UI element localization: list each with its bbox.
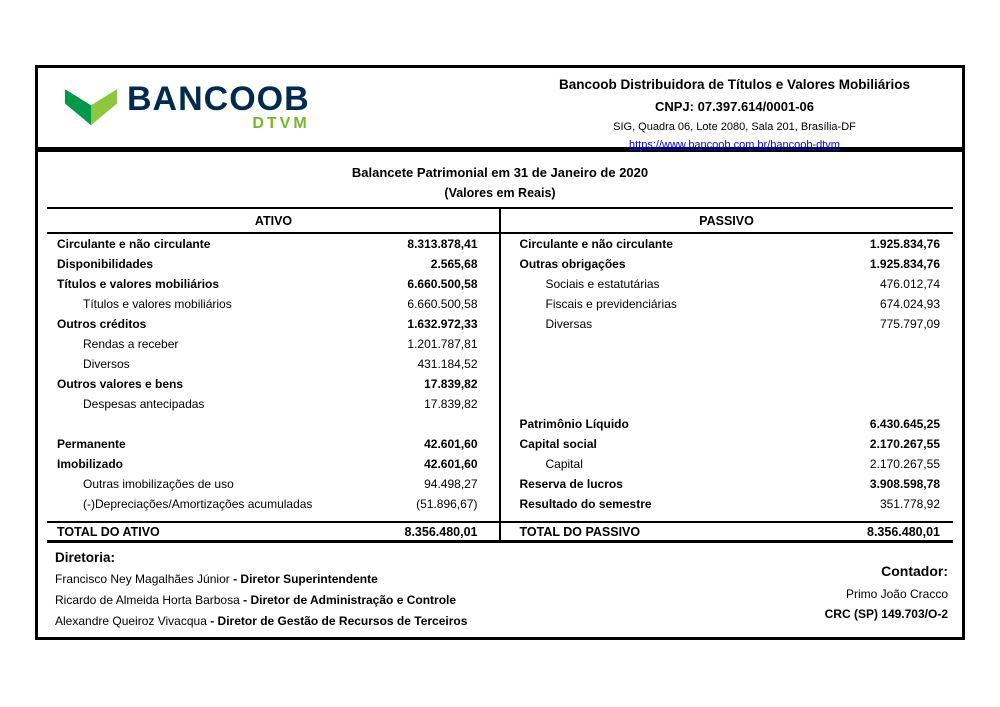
row-label: Despesas antecipadas [83, 397, 205, 411]
contador-label: Contador: [881, 563, 948, 579]
right-cell [503, 417, 954, 431]
director-role: - Diretor Superintendente [233, 572, 378, 586]
logo-text [127, 80, 310, 132]
right-cell [503, 317, 954, 331]
row-label: Capital social [519, 437, 597, 451]
balance-sheet-document [35, 65, 965, 640]
row-label: Sociais e estatutárias [545, 277, 660, 291]
row-value: 1.925.834,76 [869, 257, 940, 271]
right-cell [503, 297, 954, 311]
row-value: 2.170.267,55 [869, 437, 940, 451]
row-label: Circulante e não circulante [57, 237, 211, 251]
left-cell [47, 397, 503, 411]
brand-name: BANCOOB [127, 80, 310, 118]
left-cell [47, 457, 503, 471]
row-value: 2.565,68 [430, 257, 478, 271]
director-name: Francisco Ney Magalhães Júnior [55, 572, 234, 586]
bancoob-chevron-icon [64, 86, 118, 130]
report-title: Balancete Patrimonial em 31 de Janeiro de 2020 [351, 165, 649, 180]
row-value: 6.660.500,58 [407, 277, 478, 291]
director-line [55, 572, 467, 586]
total-passivo-label: TOTAL DO PASSIVO [519, 524, 641, 539]
row-value: 476.012,74 [879, 277, 940, 291]
row-label: Imobilizado [57, 457, 123, 471]
row-label: Disponibilidades [57, 257, 154, 271]
column-header-ativo: ATIVO [254, 213, 293, 228]
company-cnpj: CNPJ: 07.397.614/0001-06 [654, 99, 814, 114]
left-cell [47, 317, 503, 331]
company-address: SIG, Quadra 06, Lote 2080, Sala 201, Brasília-DF [613, 121, 856, 133]
row-value: 8.313.878,41 [407, 237, 478, 251]
bancoob-logo [38, 68, 310, 147]
row-value: 6.430.645,25 [869, 417, 940, 431]
row-label: Outras imobilizações de uso [83, 477, 234, 491]
director-line [55, 593, 467, 607]
right-cell [503, 277, 954, 291]
row-value: 1.632.972,33 [407, 317, 478, 331]
row-label: Patrimônio Líquido [519, 417, 629, 431]
left-cell [47, 297, 503, 311]
row-label: Fiscais e previdenciárias [545, 297, 677, 311]
total-ativo-cell [47, 525, 503, 539]
row-label: Rendas a receber [83, 337, 179, 351]
row-label: Títulos e valores mobiliários [57, 277, 220, 291]
right-cell [503, 497, 954, 511]
row-label: (-)Depreciações/Amortizações acumuladas [83, 497, 313, 511]
row-value: 1.201.787,81 [407, 337, 478, 351]
director-role: - Diretor de Gestão de Recursos de Terceiros [210, 614, 468, 628]
row-value: 2.170.267,55 [869, 457, 940, 471]
document-header [38, 68, 962, 152]
director-role: - Diretor de Administração e Controle [243, 593, 457, 607]
row-value: 6.660.500,58 [407, 297, 478, 311]
row-label: Títulos e valores mobiliários [83, 297, 232, 311]
row-label: Diversas [545, 317, 593, 331]
contador-crc: CRC (SP) 149.703/O-2 [824, 607, 948, 621]
report-subtitle: (Valores em Reais) [444, 186, 556, 200]
row-label: Outros créditos [57, 317, 147, 331]
row-value: 42.601,60 [424, 457, 478, 471]
row-label: Reserva de lucros [519, 477, 623, 491]
director-line [55, 614, 467, 628]
row-value: 3.908.598,78 [869, 477, 940, 491]
left-cell [47, 477, 503, 491]
left-cell [47, 257, 503, 271]
row-value: (51.896,67) [416, 497, 478, 511]
signatures-footer [38, 543, 962, 628]
row-value: 1.925.834,76 [869, 237, 940, 251]
director-name: Alexandre Queiroz Vivacqua [55, 614, 211, 628]
total-ativo-label: TOTAL DO ATIVO [57, 524, 160, 539]
column-divider [499, 209, 501, 543]
total-passivo-value: 8.356.480,01 [867, 524, 940, 539]
row-label: Outros valores e bens [57, 377, 184, 391]
director-name: Ricardo de Almeida Horta Barbosa [55, 593, 244, 607]
row-label: Circulante e não circulante [519, 237, 673, 251]
diretoria-label: Diretoria: [55, 550, 116, 565]
right-cell [503, 437, 954, 451]
brand-subname: DTVM [252, 115, 310, 132]
row-value: 42.601,60 [424, 437, 478, 451]
row-value: 674.024,93 [879, 297, 940, 311]
row-label: Capital [545, 457, 583, 471]
contador-block [825, 550, 948, 628]
row-value: 94.498,27 [424, 477, 478, 491]
row-label: Permanente [57, 437, 126, 451]
right-cell [503, 477, 954, 491]
row-value: 17.839,82 [424, 397, 478, 411]
right-cell [503, 457, 954, 471]
report-title-block [38, 152, 962, 207]
row-value: 775.797,09 [879, 317, 940, 331]
diretoria-block [55, 550, 467, 628]
balance-table [47, 207, 953, 543]
left-cell [47, 357, 503, 371]
total-ativo-value: 8.356.480,01 [404, 524, 478, 539]
right-cell [503, 257, 954, 271]
company-info [507, 68, 962, 151]
total-passivo-cell [503, 525, 954, 539]
left-cell [47, 237, 503, 251]
right-cell [503, 237, 954, 251]
website-link[interactable]: https://www.bancoob.com.br/bancoob-dtvm [629, 139, 840, 151]
column-header-passivo: PASSIVO [699, 213, 754, 228]
row-value: 431.184,52 [417, 357, 478, 371]
row-label: Diversos [83, 357, 130, 371]
company-name: Bancoob Distribuidora de Títulos e Valores Mobiliários [558, 77, 911, 92]
left-cell [47, 377, 503, 391]
row-value: 351.778,92 [879, 497, 940, 511]
row-label: Resultado do semestre [519, 497, 652, 511]
left-cell [47, 277, 503, 291]
left-cell [47, 497, 503, 511]
left-cell [47, 337, 503, 351]
left-cell [47, 437, 503, 451]
row-value: 17.839,82 [424, 377, 478, 391]
contador-name: Primo João Cracco [845, 587, 948, 601]
row-label: Outras obrigações [519, 257, 626, 271]
